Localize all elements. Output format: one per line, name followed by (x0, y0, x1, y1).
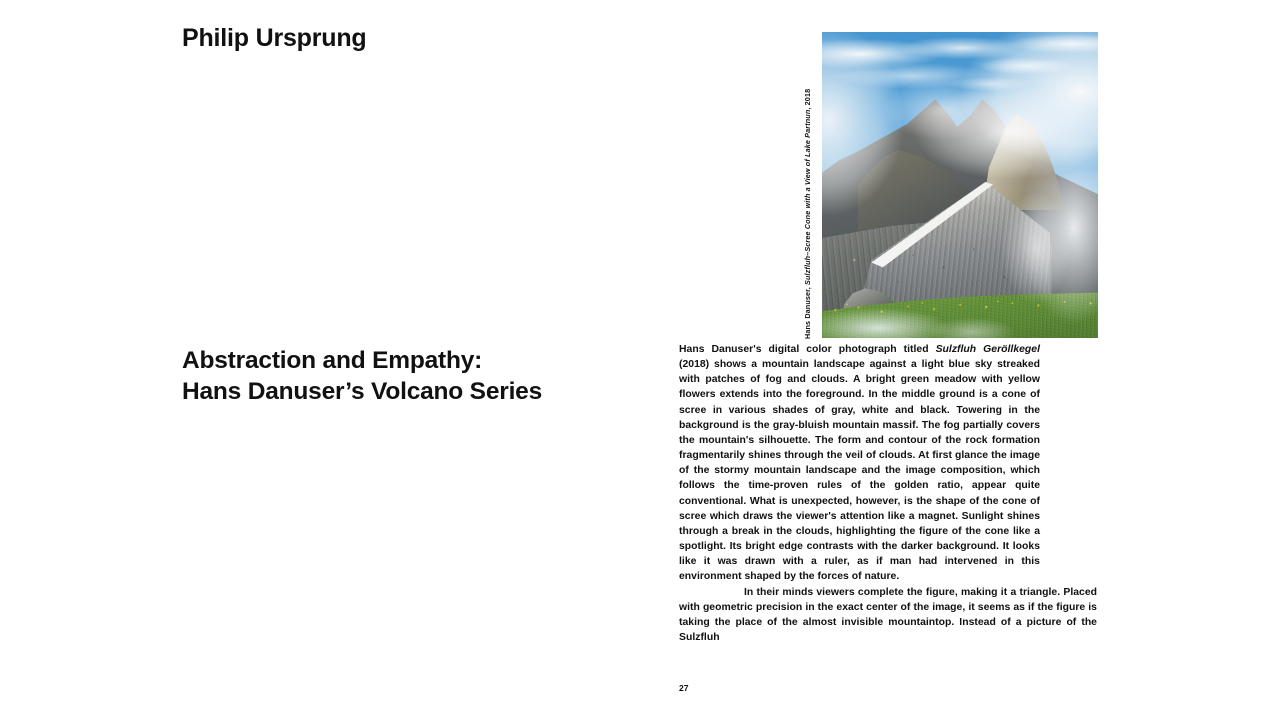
figure-caption-suffix: , 2018 (803, 88, 812, 110)
photo-fog-veil (822, 32, 1098, 338)
author-name: Philip Ursprung (182, 24, 367, 52)
figure (800, 32, 1098, 339)
body-paragraph-2: In their minds viewers complete the figure, making it a triangle. Placed with geometric precision in the exact center of the image, it seems as if the figure is taking the place of the almost invisible mountaintop. Instead of a picture of the Sulzfluh (679, 586, 1097, 643)
figure-caption (800, 32, 815, 339)
paragraph-1-part-c: (2018) shows a mountain landscape against a light blue sky streaked with patches of fog and clouds. A bright green meadow with yellow flowers extends into the foreground. In the middle ground is a cone of scree in various shades of gray, white and black. Towering in the background is the gray-bluish mountain massif. The fog partially covers the mountain's silhouette. The form and contour of the rock formation fragmentarily shines through the veil of clouds. At first glance the image of the stormy mountain landscape and the image composition, which follows the time-proven rules of the golden ratio, appear quite conventional. What is unexpected, however, is the shape of the cone of scree which draws the viewer's attention like a magnet. Sunlight shines through a break in the clouds, highlighting the figure of the cone like a spotlight. Its bright edge contrasts with the darker background. It looks like it was drawn with a ruler, as if man had intervened in this environment shaped by the forces of nature. (679, 359, 1040, 583)
figure-caption-title: Sulzfluh–Scree Cone with a View of Lake Partnun (803, 109, 812, 285)
body-text-column (679, 342, 1097, 645)
artwork-title-italic: Sulzfluh Geröllkegel (935, 344, 1040, 355)
figure-photograph (822, 32, 1098, 338)
body-paragraph-1 (679, 342, 1040, 585)
figure-caption-prefix: Hans Danuser, (803, 284, 812, 339)
page-title-line-2: Hans Danuser’s Volcano Series (182, 378, 543, 406)
paragraph-1-part-a: Hans Danuser's digital color photograph titled (679, 344, 936, 355)
page-number: 27 (679, 683, 689, 693)
page-title (182, 345, 542, 408)
page-title-line-1: Abstraction and Empathy: (182, 347, 483, 374)
